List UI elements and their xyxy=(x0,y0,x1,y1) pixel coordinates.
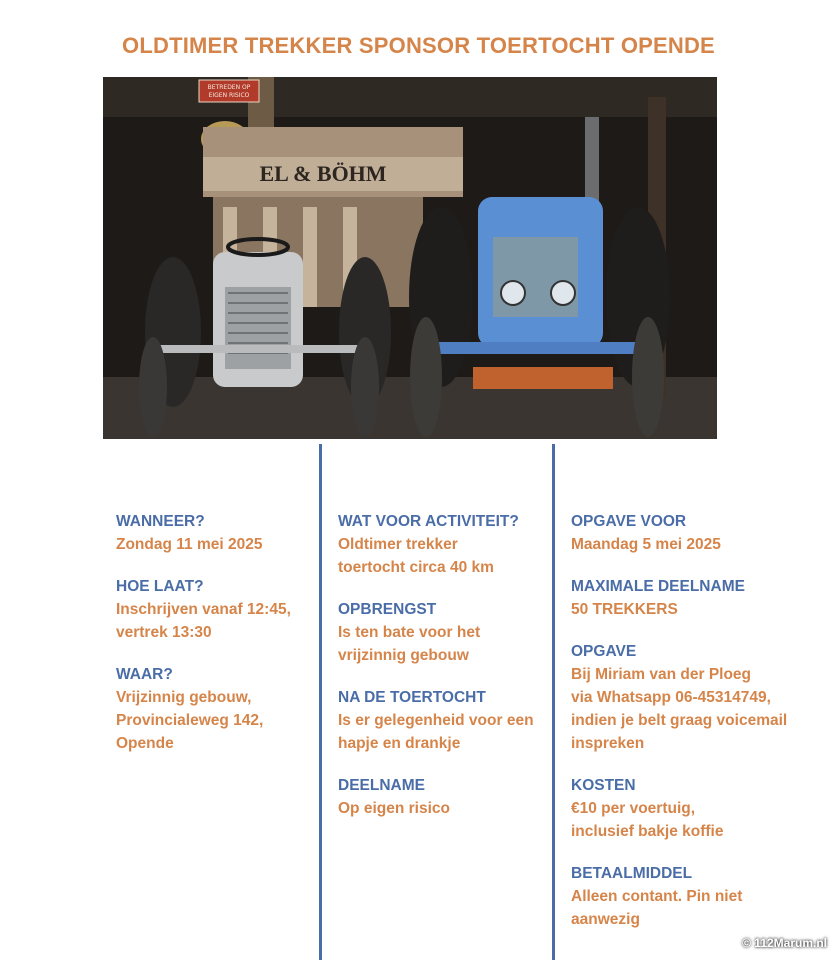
svg-text:EIGEN RISICO: EIGEN RISICO xyxy=(208,92,250,99)
info-heading: OPGAVE xyxy=(571,643,637,660)
info-block-waar xyxy=(116,663,311,755)
watermark-credit: © 112Marum.nl xyxy=(742,936,827,950)
info-heading: BETAALMIDDEL xyxy=(571,865,693,882)
info-value: Alleen contant. Pin niet aanwezig xyxy=(571,888,743,928)
column-divider-right xyxy=(552,444,555,960)
info-value: Bij Miriam van der Ploeg via Whatsapp 06-45314749, indien je belt graag voicemail inspreken xyxy=(571,666,788,752)
poster-title: OLDTIMER TREKKER SPONSOR TOERTOCHT OPENDE xyxy=(122,33,715,58)
info-block-deelname xyxy=(338,774,548,820)
info-heading: MAXIMALE DEELNAME xyxy=(571,578,745,595)
info-value: Is ten bate voor het vrijzinnig gebouw xyxy=(338,624,481,664)
column-divider-left xyxy=(319,444,322,960)
tractor-photo xyxy=(103,77,717,439)
warning-sign xyxy=(199,80,259,102)
info-block-hoe-laat xyxy=(116,575,311,644)
info-value: Inschrijven vanaf 12:45, vertrek 13:30 xyxy=(116,601,291,641)
info-heading: OPGAVE VOOR xyxy=(571,513,687,530)
info-value: €10 per voertuig, inclusief bakje koffie xyxy=(571,800,724,840)
info-block-opgave-voor xyxy=(571,510,811,556)
info-block-opgave xyxy=(571,640,811,755)
info-heading: KOSTEN xyxy=(571,777,636,794)
info-block-kosten xyxy=(571,774,811,843)
info-value: Maandag 5 mei 2025 xyxy=(571,536,721,553)
info-column-3 xyxy=(571,510,811,950)
info-value: Oldtimer trekker toertocht circa 40 km xyxy=(338,536,494,576)
info-heading: NA DE TOERTOCHT xyxy=(338,689,486,706)
info-block-wanneer xyxy=(116,510,311,556)
info-value: Vrijzinnig gebouw, Provincialeweg 142, Opende xyxy=(116,689,264,752)
info-heading: OPBRENGST xyxy=(338,601,437,618)
info-value: Op eigen risico xyxy=(338,800,450,817)
svg-text:BETREDEN OP: BETREDEN OP xyxy=(207,84,251,91)
info-heading: WAT VOOR ACTIVITEIT? xyxy=(338,513,519,530)
info-value: Zondag 11 mei 2025 xyxy=(116,536,263,553)
info-column-2 xyxy=(338,510,548,839)
info-block-activiteit xyxy=(338,510,548,579)
info-block-maximale-deelname xyxy=(571,575,811,621)
info-block-na-de-toertocht xyxy=(338,686,548,755)
info-heading: WAAR? xyxy=(116,666,173,683)
svg-text:EL & BÖHM: EL & BÖHM xyxy=(259,161,387,186)
info-block-opbrengst xyxy=(338,598,548,667)
info-heading: WANNEER? xyxy=(116,513,205,530)
info-heading: DEELNAME xyxy=(338,777,425,794)
info-value: Is er gelegenheid voor een hapje en drankje xyxy=(338,712,534,752)
info-column-1 xyxy=(116,510,311,774)
info-value: 50 TREKKERS xyxy=(571,601,678,618)
info-heading: HOE LAAT? xyxy=(116,578,204,595)
info-block-betaalmiddel xyxy=(571,862,811,931)
